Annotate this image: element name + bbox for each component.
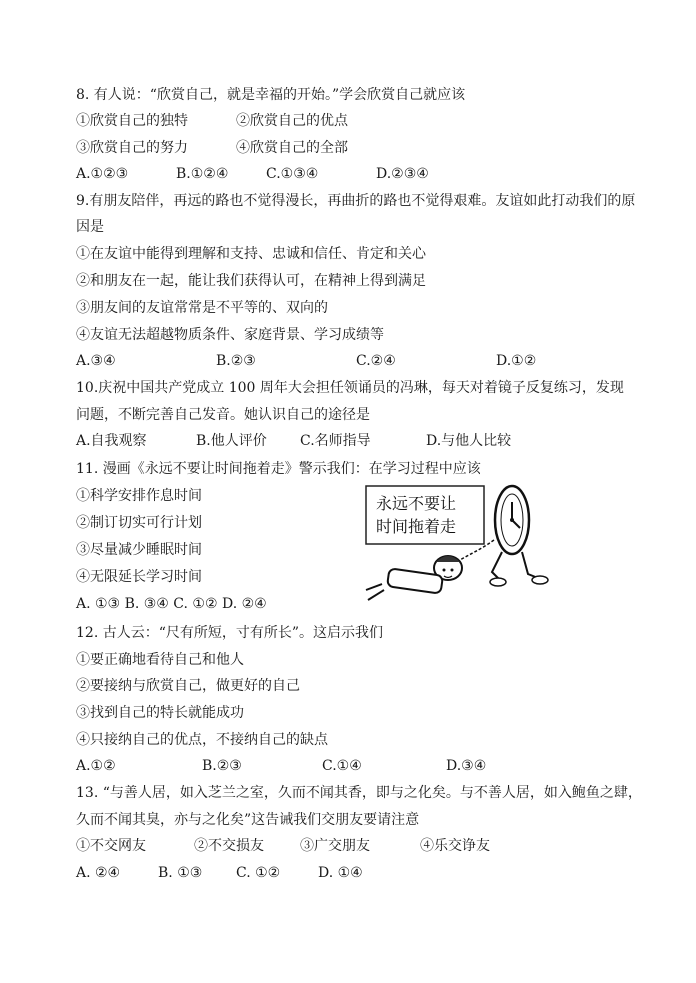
q11-item-3: ③尽量减少睡眠时间	[76, 542, 202, 558]
q11-item-4: ④无限延长学习时间	[76, 569, 202, 585]
q12-choice-d: D.③④	[446, 758, 487, 774]
q9-choice-b: B.②③	[216, 353, 256, 369]
q12-item-1: ①要正确地看待自己和他人	[76, 652, 244, 668]
comic-caption-line1: 永远不要让	[376, 494, 457, 513]
q10-stem-line2: 问题，不断完善自己发音。她认识自己的途径是	[76, 407, 370, 423]
comic-illustration	[362, 480, 628, 610]
q9-item-1: ①在友谊中能得到理解和支持、忠诚和信任、肯定和关心	[76, 246, 426, 262]
q12-choice-c: C.①④	[322, 758, 362, 774]
q13-stem-line1: 13. “与善人居，如入芝兰之室，久而不闻其香，即与之化矣。与不善人居，如入鲍鱼之肆，	[76, 785, 642, 801]
q8-choice-b: B.①②④	[176, 166, 229, 182]
q8-item-1: ①欣赏自己的独特	[76, 113, 188, 129]
q10-choice-c: C.名师指导	[300, 433, 371, 449]
q11-stem: 11. 漫画《永远不要让时间拖着走》警示我们：在学习过程中应该	[76, 461, 481, 477]
q9-item-3: ③朋友间的友谊常常是不平等的、双向的	[76, 300, 328, 316]
q8-stem: 8. 有人说：“欣赏自己，就是幸福的开始。”学会欣赏自己就应该	[76, 87, 466, 103]
q10-choice-a: A.自我观察	[76, 433, 147, 449]
q10-choice-d: D.与他人比较	[426, 433, 512, 449]
q8-choice-a: A.①②③	[76, 166, 129, 182]
comic-caption-line2: 时间拖着走	[376, 517, 457, 536]
dragged-person-icon	[366, 556, 462, 600]
q13-choice-c: C. ①②	[236, 865, 281, 881]
q10-choice-b: B.他人评价	[196, 433, 267, 449]
q12-choice-a: A.①②	[76, 758, 116, 774]
q9-item-4: ④友谊无法超越物质条件、家庭背景、学习成绩等	[76, 327, 384, 343]
q13-item-1: ①不交网友	[76, 838, 146, 854]
q13-stem-line2: 久而不闻其臭，亦与之化矣”这告诫我们交朋友要请注意	[76, 812, 420, 828]
q13-item-4: ④乐交诤友	[420, 838, 490, 854]
q11-item-1: ①科学安排作息时间	[76, 488, 202, 504]
q8-item-3: ③欣赏自己的努力	[76, 140, 188, 156]
q11-choices: A. ①③ B. ③④ C. ①② D. ②④	[76, 596, 267, 612]
q9-stem-line1: 9.有朋友陪伴，再远的路也不觉得漫长，再曲折的路也不觉得艰难。友谊如此打动我们的原	[76, 193, 636, 209]
q12-choice-b: B.②③	[202, 758, 242, 774]
q8-choice-d: D.②③④	[376, 166, 429, 182]
q10-stem-line1: 10.庆祝中国共产党成立 100 周年大会担任领诵员的冯琳，每天对着镜子反复练习，发现	[76, 380, 624, 396]
q9-choice-a: A.③④	[76, 353, 116, 369]
q8-item-4: ④欣赏自己的全部	[236, 140, 348, 156]
q13-choice-d: D. ①④	[318, 865, 363, 881]
q9-stem-line2: 因是	[76, 219, 104, 235]
q12-item-4: ④只接纳自己的优点，不接纳自己的缺点	[76, 732, 328, 748]
q13-choice-a: A. ②④	[76, 865, 121, 881]
q13-item-2: ②不交损友	[194, 838, 264, 854]
q12-item-2: ②要接纳与欣赏自己，做更好的自己	[76, 678, 300, 694]
q9-item-2: ②和朋友在一起，能让我们获得认可，在精神上得到满足	[76, 273, 426, 289]
q9-choice-d: D.①②	[496, 353, 537, 369]
q13-choice-b: B. ①③	[158, 865, 203, 881]
q8-item-2: ②欣赏自己的优点	[236, 113, 348, 129]
q11-item-2: ②制订切实可行计划	[76, 515, 202, 531]
q12-stem: 12. 古人云：“尺有所短，寸有所长”。这启示我们	[76, 625, 384, 641]
q8-choice-c: C.①③④	[266, 166, 319, 182]
q13-item-3: ③广交朋友	[300, 838, 370, 854]
q12-item-3: ③找到自己的特长就能成功	[76, 705, 244, 721]
clock-icon	[495, 486, 529, 554]
q9-choice-c: C.②④	[356, 353, 396, 369]
